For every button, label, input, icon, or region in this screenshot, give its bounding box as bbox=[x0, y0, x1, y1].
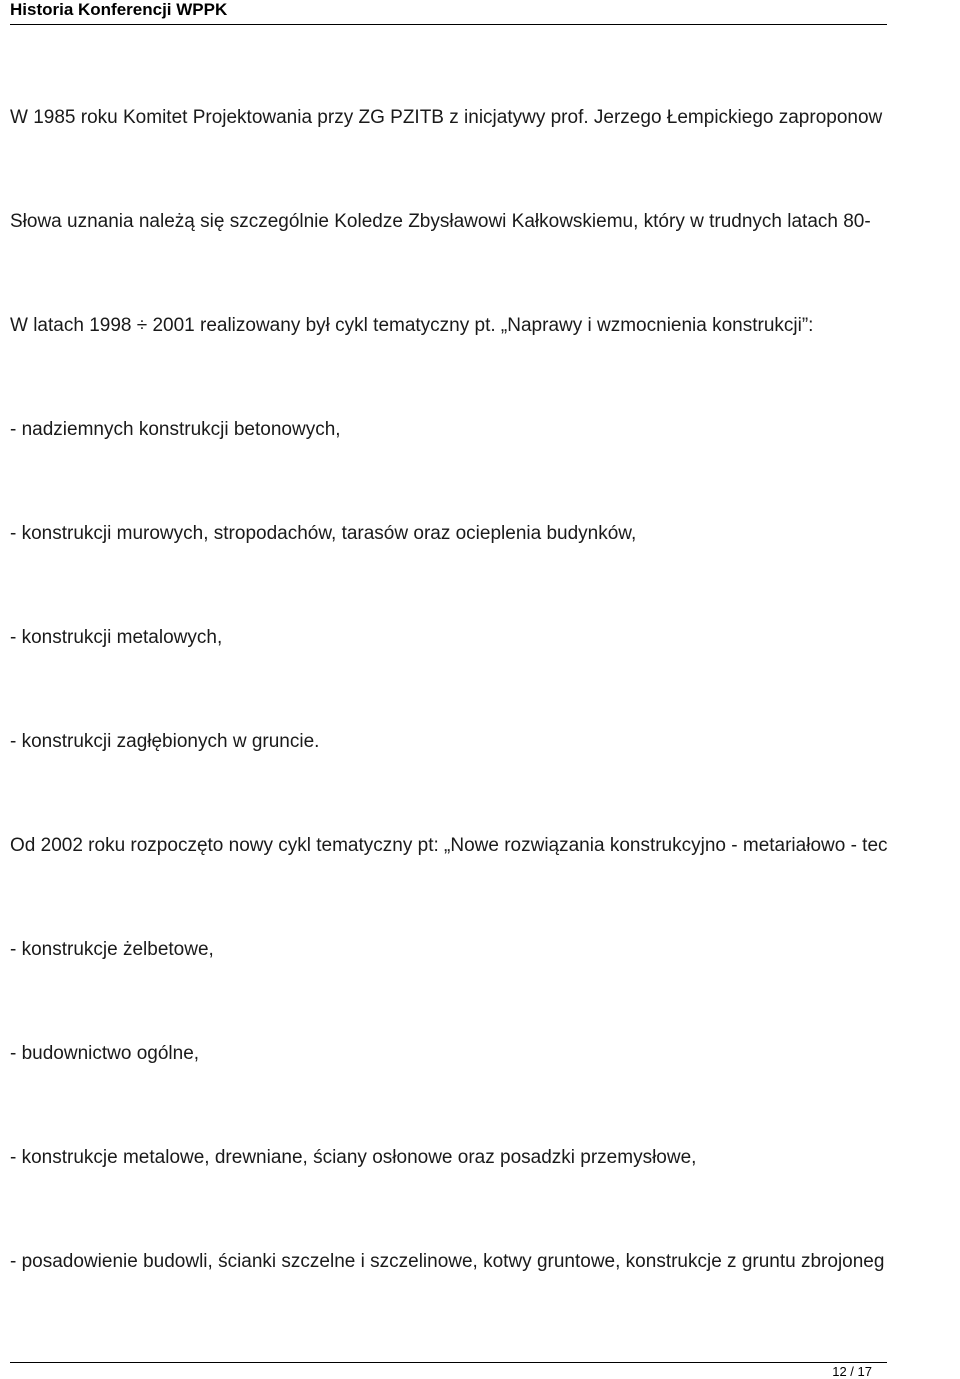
paragraph-1985-initiative: W 1985 roku Komitet Projektowania przy ZG PZITB z inicjatywy prof. Jerzego Łempickiego zaproponow bbox=[10, 107, 883, 128]
paragraph-1998-2001-cycle: W latach 1998 ÷ 2001 realizowany był cykl tematyczny pt. „Naprawy i wzmocnienia konstrukcji”: bbox=[10, 315, 814, 336]
paragraph-2002-cycle: Od 2002 roku rozpoczęto nowy cykl tematyczny pt: „Nowe rozwiązania konstrukcyjno - metariałowo - tec bbox=[10, 835, 888, 856]
list-item: - nadziemnych konstrukcji betonowych, bbox=[10, 419, 341, 440]
list-item: - konstrukcje metalowe, drewniane, ściany osłonowe oraz posadzki przemysłowe, bbox=[10, 1147, 697, 1168]
footer-divider bbox=[10, 1362, 887, 1363]
list-item: - konstrukcji metalowych, bbox=[10, 627, 223, 648]
page-header bbox=[10, 0, 887, 25]
list-item: - posadowienie budowli, ścianki szczelne i szczelinowe, kotwy gruntowe, konstrukcje z gruntu zbrojoneg bbox=[10, 1251, 885, 1272]
list-item: - konstrukcji murowych, stropodachów, tarasów oraz ocieplenia budynków, bbox=[10, 523, 637, 544]
paragraph-acknowledgement: Słowa uznania należą się szczególnie Koledze Zbysławowi Kałkowskiemu, który w trudnych latach 80- bbox=[10, 211, 871, 232]
list-item: - budownictwo ogólne, bbox=[10, 1043, 200, 1064]
page-number: 12 / 17 bbox=[832, 1364, 872, 1379]
document-title: Historia Konferencji WPPK bbox=[10, 0, 228, 19]
list-item: - konstrukcji zagłębionych w gruncie. bbox=[10, 731, 320, 752]
list-item: - konstrukcje żelbetowe, bbox=[10, 939, 214, 960]
